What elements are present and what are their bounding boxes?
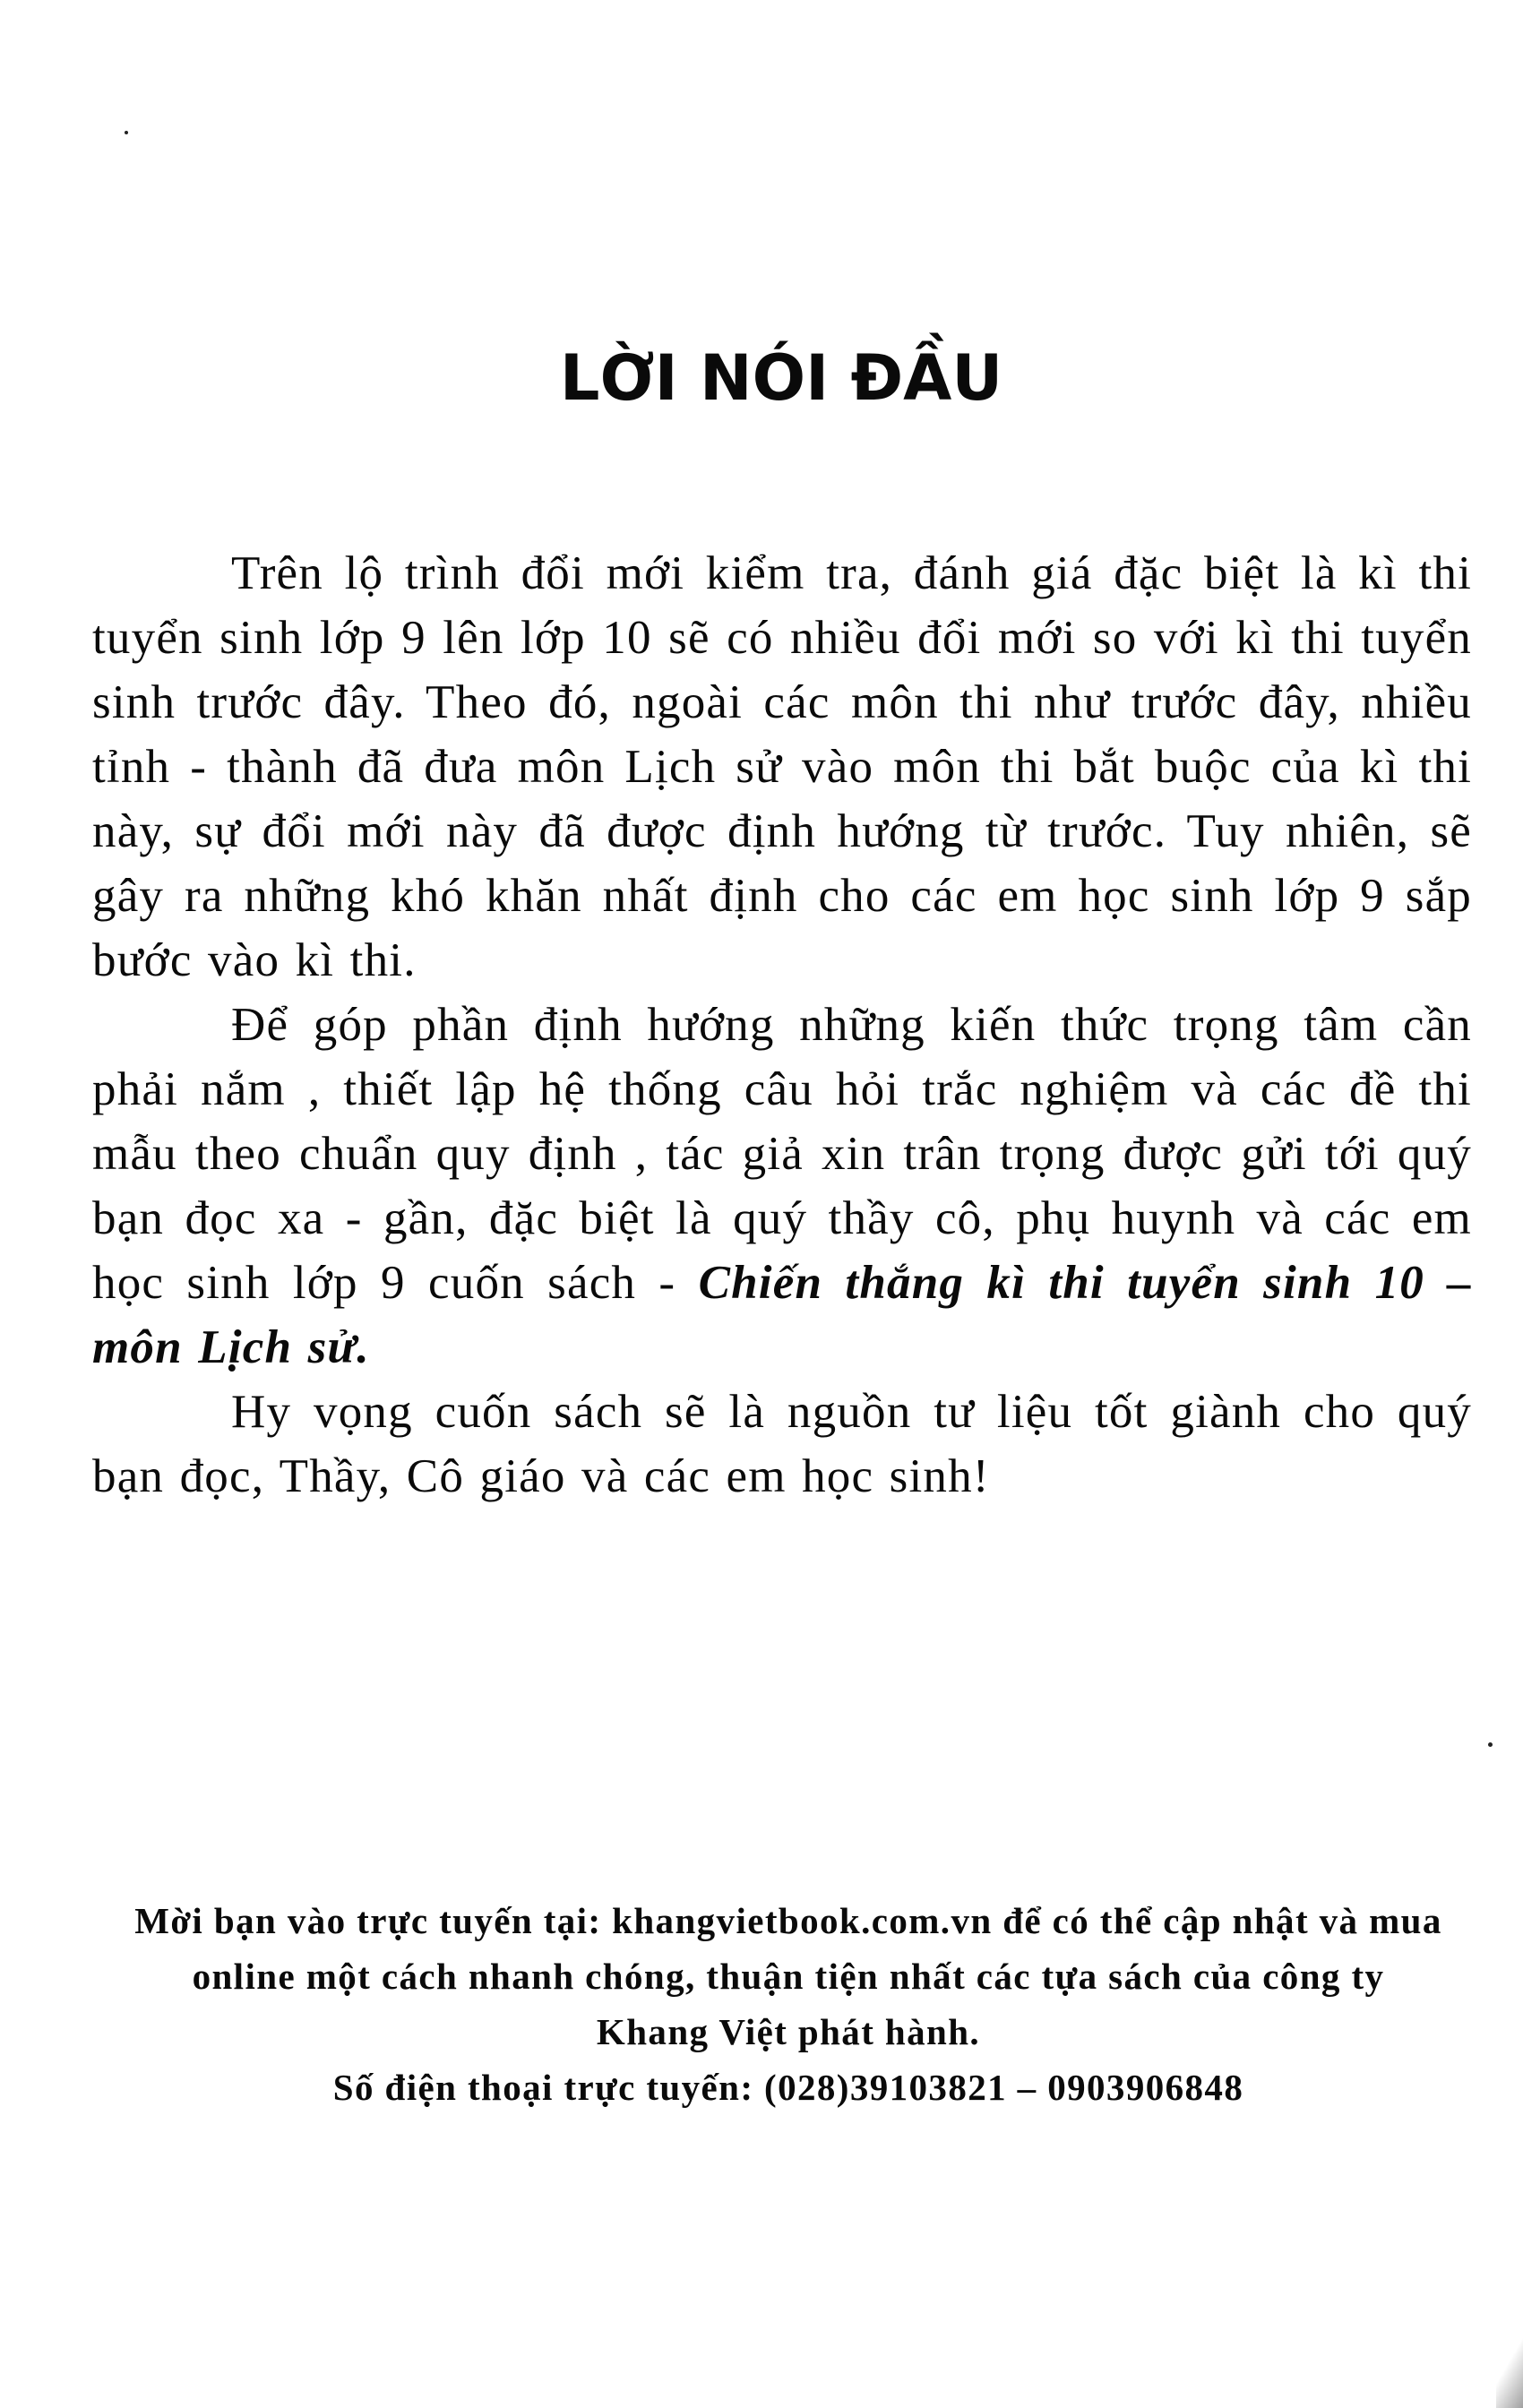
preface-body — [92, 541, 1472, 1509]
publisher-footer — [90, 1893, 1487, 2115]
footer-line-3: Khang Việt phát hành. — [596, 2011, 981, 2052]
book-title: Chiến thắng kì thi tuyển sinh 10 – môn Lịch sử. — [92, 1257, 1472, 1373]
footer-line-1: Mời bạn vào trực tuyến tại: khangvietbook.com.vn để có thể cập nhật và mua — [134, 1900, 1442, 1941]
scan-speck — [125, 131, 128, 134]
footer-line-4: Số điện thoại trực tuyến: (028)39103821 – 0903906848 — [332, 2067, 1244, 2108]
paragraph-2 — [92, 993, 1472, 1380]
paragraph-1: Trên lộ trình đổi mới kiểm tra, đánh giá đặc biệt là kì thi tuyển sinh lớp 9 lên lớp 10 sẽ có nhiều đổi mới so với kì thi tuyển sinh trước đây. Theo đó, ngoài các môn thi như trước đây, nhiều tỉnh - thành đã đưa môn Lịch sử vào môn thi bắt buộc của kì thi này, sự đổi mới này đã được định hướng từ trước. Tuy nhiên, sẽ gây ra những khó khăn nhất định cho các em học sinh lớp 9 sắp bước vào kì thi. — [92, 547, 1472, 986]
paragraph-3: Hy vọng cuốn sách sẽ là nguồn tư liệu tốt giành cho quý bạn đọc, Thầy, Cô giáo và các em học sinh! — [92, 1386, 1472, 1502]
footer-line-2: online một cách nhanh chóng, thuận tiện nhất các tựa sách của công ty — [192, 1956, 1385, 1997]
page-edge-shadow — [1496, 2336, 1523, 2408]
page-title: LỜI NÓI ĐẦU — [559, 341, 1003, 415]
scan-speck — [1488, 1742, 1493, 1747]
paragraph-2-text: Để góp phần định hướng những kiến thức trọng tâm cần phải nắm , thiết lập hệ thống câu hỏi trắc nghiệm và các đề thi mẫu theo chuẩn quy định , tác giả xin trân trọng được gửi tới quý bạn đọc xa - gần, đặc biệt là quý thầy cô, phụ huynh và các em học sinh lớp 9 cuốn sách - — [92, 999, 1472, 1309]
